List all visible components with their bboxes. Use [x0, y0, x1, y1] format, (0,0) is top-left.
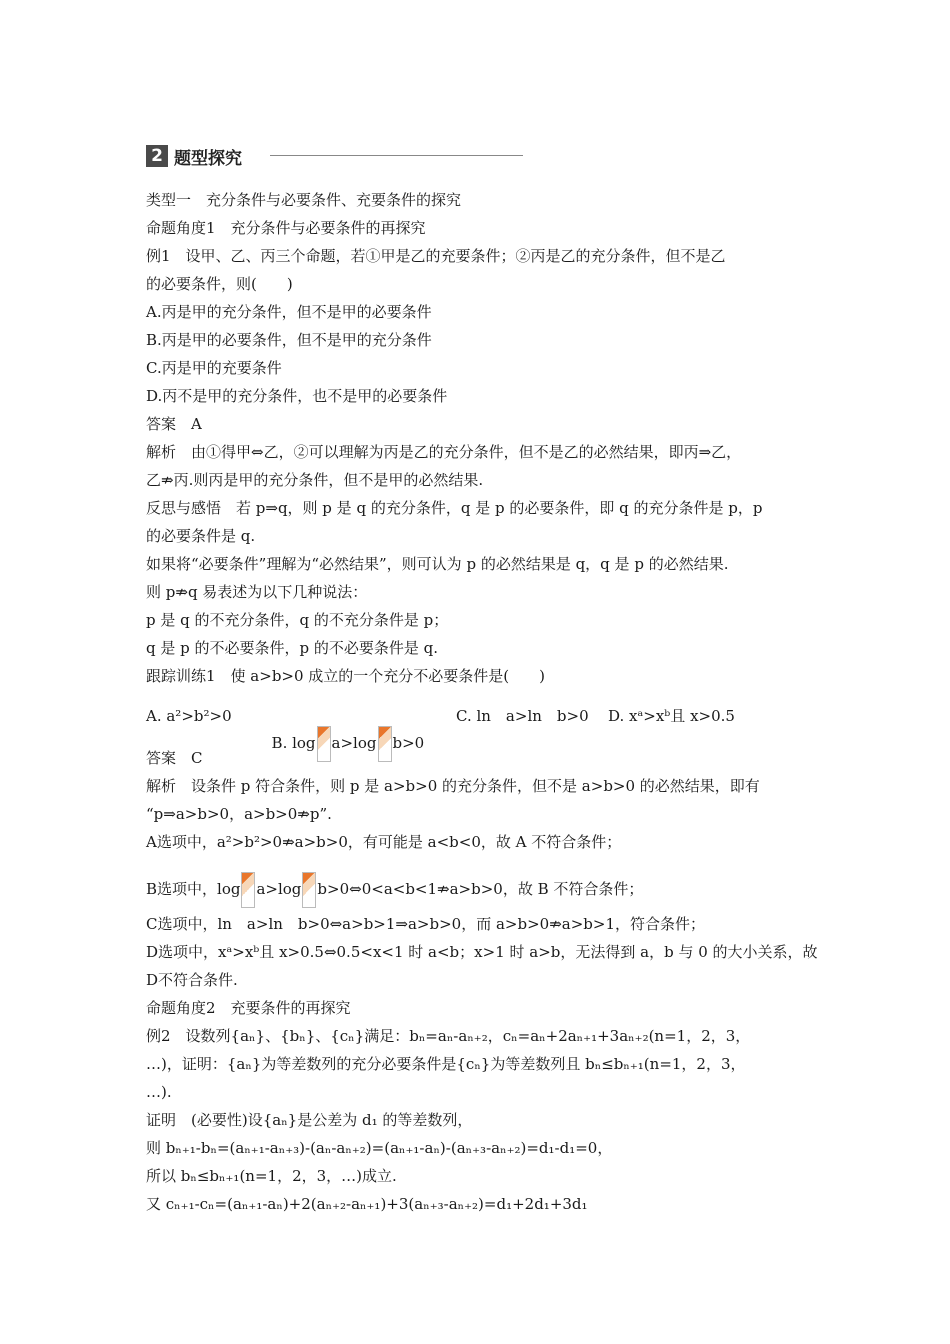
exercise-1-analysis-cont: “p⇒a>b>0，a>b>0⇏p”. [146, 805, 332, 823]
example-2-question-cont: …)，证明：{aₙ}为等差数列的充分必要条件是{cₙ}为等差数列且 bₙ≤bₙ₊₁(n=1，2，3， [146, 1055, 746, 1073]
analysis-option-c: C选项中，ln a>ln b>0⇔a>b>1⇒a>b>0，而 a>b>0⇏a>b>1，符合条件； [146, 915, 705, 933]
example-1-question: 例1 设甲、乙、丙三个命题，若①甲是乙的充要条件；②丙是乙的充分条件，但不是乙 [146, 247, 726, 265]
reflection-note-cont: 则 p⇏q 易表述为以下几种说法： [146, 583, 368, 601]
exercise-1-analysis: 解析 设条件 p 符合条件，则 p 是 a>b>0 的充分条件，但不是 a>b>0 的必然结果，即有 [146, 777, 760, 795]
log-base-image [302, 872, 316, 908]
log-base-image [378, 726, 392, 762]
analysis-option-d: D选项中，xᵃ>xᵇ且 x>0.5⇔0.5<x<1 时 a<b；x>1 时 a>b，无法得到 a，b 与 0 的大小关系，故 [146, 943, 818, 961]
example-1-option-d: D.丙不是甲的充分条件，也不是甲的必要条件 [146, 387, 448, 405]
example-1-analysis: 解析 由①得甲⇔乙，②可以理解为丙是乙的充分条件，但不是乙的必然结果，即丙⇒乙， [146, 443, 742, 461]
proof-intro: 证明 (必要性)设{aₙ}是公差为 d₁ 的等差数列， [146, 1111, 473, 1129]
reflection-cont: 的必要条件是 q. [146, 527, 256, 545]
example-1-analysis-cont: 乙⇏丙.则丙是甲的充分条件，但不是甲的必然结果. [146, 471, 484, 489]
section-header [146, 144, 242, 168]
example-1-option-c: C.丙是甲的充要条件 [146, 359, 282, 377]
analysis-option-d-cont: D不符合条件. [146, 971, 238, 989]
example-1-question-cont: 的必要条件，则( ) [146, 275, 293, 293]
exercise-1-answer: 答案 C [146, 749, 203, 767]
proof-step-2: 所以 bₙ≤bₙ₊₁(n=1，2，3，…)成立. [146, 1167, 397, 1185]
angle-heading-1: 命题角度1 充分条件与必要条件的再探究 [146, 219, 426, 237]
statement-2: q 是 p 的不必要条件，p 的不必要条件是 q. [146, 639, 439, 657]
exercise-1-option-b: B. log a>log b>0 [262, 706, 424, 762]
section-divider [270, 155, 523, 156]
exercise-1-option-c: C. ln a>ln b>0 [456, 707, 589, 725]
type-heading: 类型一 充分条件与必要条件、充要条件的探究 [146, 191, 462, 209]
analysis-option-a: A选项中，a²>b²>0⇏a>b>0，有可能是 a<b<0，故 A 不符合条件； [146, 833, 622, 851]
exercise-1-option-d: D. xᵃ>xᵇ且 x>0.5 [608, 707, 735, 725]
example-1-option-a: A.丙是甲的充分条件，但不是甲的必要条件 [146, 303, 432, 321]
example-1-option-b: B.丙是甲的必要条件，但不是甲的充分条件 [146, 331, 432, 349]
analysis-option-b: B选项中，log a>log b>0⇔0<a<b<1⇏a>b>0，故 B 不符合条件； [146, 872, 643, 908]
proof-step-1: 则 bₙ₊₁-bₙ=(aₙ₊₁-aₙ₊₃)-(aₙ-aₙ₊₂)=(aₙ₊₁-aₙ)-(aₙ₊₃-aₙ₊₂)=d₁-d₁=0， [146, 1139, 613, 1157]
reflection: 反思与感悟 若 p⇒q，则 p 是 q 的充分条件，q 是 p 的必要条件，即 q 的充分条件是 p，p [146, 499, 763, 517]
example-1-answer: 答案 A [146, 415, 202, 433]
section-number-badge: 2 [146, 145, 168, 167]
section-title: 题型探究 [174, 148, 242, 169]
log-base-image [241, 872, 255, 908]
exercise-1-question: 跟踪训练1 使 a>b>0 成立的一个充分不必要条件是( ) [146, 667, 546, 685]
log-base-image [317, 726, 331, 762]
angle-heading-2: 命题角度2 充要条件的再探究 [146, 999, 351, 1017]
reflection-note: 如果将“必要条件”理解为“必然结果”，则可认为 p 的必然结果是 q，q 是 p 的必然结果. [146, 555, 729, 573]
exercise-1-option-a: A. a²>b²>0 [146, 707, 232, 725]
example-2-question-end: …). [146, 1083, 172, 1101]
statement-1: p 是 q 的不充分条件，q 的不充分条件是 p； [146, 611, 449, 629]
proof-step-3: 又 cₙ₊₁-cₙ=(aₙ₊₁-aₙ)+2(aₙ₊₂-aₙ₊₁)+3(aₙ₊₃-aₙ₊₂)=d₁+2d₁+3d₁ [146, 1195, 588, 1213]
example-2-question: 例2 设数列{aₙ}、{bₙ}、{cₙ}满足：bₙ=aₙ-aₙ₊₂，cₙ=aₙ+2aₙ₊₁+3aₙ₊₂(n=1，2，3， [146, 1027, 751, 1045]
